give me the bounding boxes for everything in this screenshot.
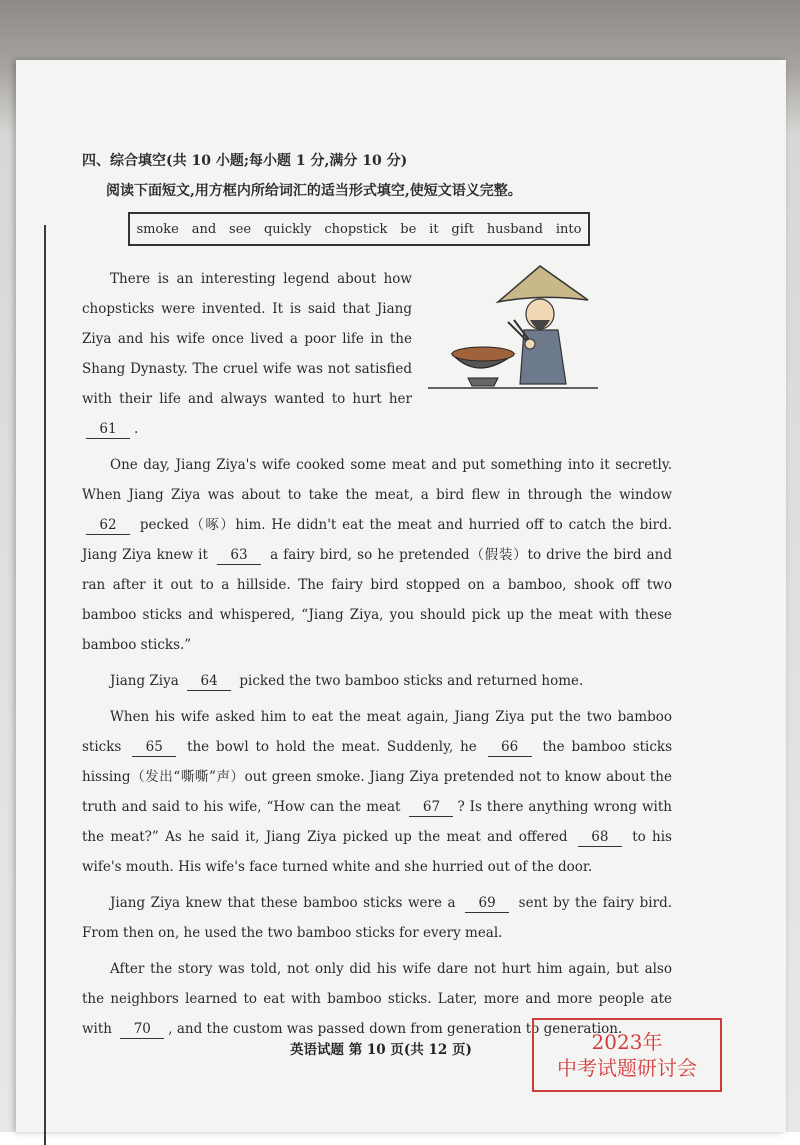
paragraph-2 [82, 450, 672, 660]
blank-61[interactable]: 61 [86, 420, 130, 439]
paragraph-text: the bowl to hold the meat. Suddenly, he [187, 739, 477, 755]
word-box-item: into [555, 221, 582, 237]
word-box-item: it [429, 221, 439, 237]
word-box-item: quickly [263, 221, 312, 237]
paragraph-text: a fairy bird, so he pretended（假装）to drive the bird and ran after it out to a hillside. The fairy bird stopped on a bamboo, shook off two bamboo sticks and whispered, “Jiang Ziya, you should pick up the meat with these bamboo sticks.” [82, 547, 672, 653]
word-box [128, 212, 590, 246]
intro-block [82, 264, 672, 444]
word-box-item: smoke [136, 221, 179, 237]
paragraph-text: to his wife's mouth. His wife's face turned white and she hurried out of the door. [82, 829, 672, 875]
stamp-line-2: 中考试题研讨会 [557, 1056, 697, 1080]
paragraph-text: the bamboo sticks hissing（发出“嘶嘶”声）out green smoke. Jiang Ziya pretended not to know about the truth and said to his wife, “How can the meat [82, 739, 673, 815]
word-box-item: husband [486, 221, 543, 237]
blank-67[interactable]: 67 [409, 798, 453, 817]
paragraph-text: One day, Jiang Ziya's wife cooked some meat and put something into it secretly. When Jiang Ziya was about to take the meat, a bird flew in through the window [82, 457, 672, 503]
paragraph-1 [82, 264, 412, 444]
paragraph-text: . [134, 421, 139, 437]
blank-69[interactable]: 69 [465, 894, 509, 913]
blank-65[interactable]: 65 [132, 738, 176, 757]
paragraph-text: ? Is there anything wrong with the meat?” As he said it, Jiang Ziya picked up the meat and offered [82, 799, 672, 845]
blank-66[interactable]: 66 [488, 738, 532, 757]
jiang-ziya-illustration [428, 264, 598, 394]
blank-64[interactable]: 64 [187, 672, 231, 691]
paragraph-5 [82, 888, 672, 948]
section-instruction: 阅读下面短文,用方框内所给词汇的适当形式填空,使短文语义完整。 [106, 183, 522, 199]
blank-63[interactable]: 63 [217, 546, 261, 565]
exam-content [82, 150, 672, 1044]
paragraph-text: Jiang Ziya knew that these bamboo sticks were a [110, 895, 456, 911]
paragraph-text: sent by the fairy bird. From then on, he used the two bamboo sticks for every meal. [82, 895, 673, 941]
paragraph-text: pecked（啄）him. He didn't eat the meat and hurried off to catch the bird. Jiang Ziya knew it [82, 517, 673, 563]
word-box-item: and [191, 221, 217, 237]
paragraph-text: Jiang Ziya [110, 673, 179, 689]
paragraph-text: picked the two bamboo sticks and returned home. [239, 673, 584, 689]
blank-68[interactable]: 68 [578, 828, 622, 847]
word-box-item: be [400, 221, 417, 237]
word-box-item: chopstick [324, 221, 388, 237]
word-box-item: gift [451, 221, 474, 237]
section-title: 四、综合填空(共 10 小题;每小题 1 分,满分 10 分) [82, 153, 408, 169]
paragraph-text: After the story was told, not only did his wife dare not hurt him again, but also the neighbors learned to eat with bamboo sticks. Later, more and more people ate with [82, 961, 672, 1037]
word-box-item: see [229, 221, 252, 237]
stamp-line-1: 2023年 [591, 1030, 663, 1054]
paragraph-4 [82, 702, 672, 882]
blank-62[interactable]: 62 [86, 516, 130, 535]
margin-line [44, 225, 46, 1145]
paragraph-text: There is an interesting legend about how chopsticks were invented. It is said that Jiang Ziya and his wife once lived a poor life in the Shang Dynasty. The cruel wife was not satisfied with their life and always wanted to hurt her [82, 271, 412, 407]
page-footer: 英语试题 第 10 页(共 12 页) [290, 1042, 472, 1058]
paragraph-3 [82, 666, 672, 696]
paragraph-text: , and the custom was passed down from generation to generation. [168, 1021, 623, 1037]
paragraph-text: When his wife asked him to eat the meat again, Jiang Ziya put the two bamboo sticks [82, 709, 672, 755]
blank-70[interactable]: 70 [120, 1020, 164, 1039]
watermark-stamp [532, 1018, 722, 1092]
